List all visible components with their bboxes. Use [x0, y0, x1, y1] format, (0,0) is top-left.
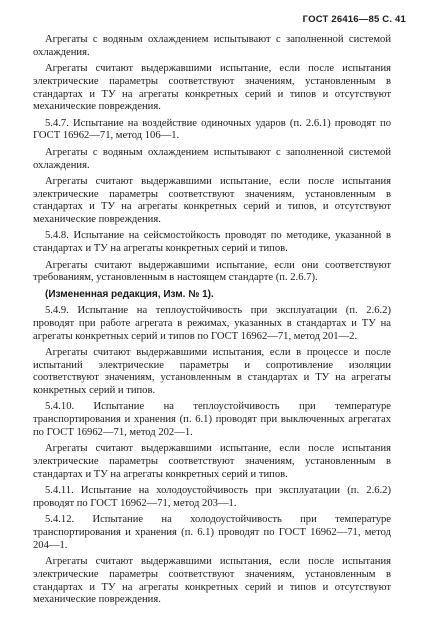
paragraph: 5.4.8. Испытание на сейсмостойкость проводят по методике, указанной в стандартах и ТУ на агрегаты конкретных серий и типов. — [33, 230, 391, 255]
paragraph: Агрегаты считают выдержавшими испытания, если в процессе и после испытаний электрические параметры и сопротивление изоляции соответствуют значениям, установленным в стандартах и ТУ на агрегаты конкретных серий и типов. — [33, 346, 391, 397]
paragraph: Агрегаты считают выдержавшими испытание, если после испытания электрические параметры соответствуют значениям, установленным в стандартах и ТУ на агрегаты конкретных серий и типов. — [33, 443, 391, 480]
amendment-note: (Измененная редакция, Изм. № 1). — [45, 288, 214, 300]
paragraph: 5.4.9. Испытание на теплоустойчивость при эксплуатации (п. 2.6.2) проводят при работе агрегата в режимах, указанных в стандартах и ТУ на агрегаты конкретных серий и типов по ГОСТ 16962—71, метод 201—2. — [33, 305, 391, 342]
paragraph: 5.4.10. Испытание на теплоустойчивость при температуре транспортирования и хранения (п. 6.1) проводят при выключенных агрегатах по ГОСТ 16962—71, метод 202—1. — [33, 401, 391, 438]
paragraph: Агрегаты считают выдержавшими испытания, если после испытания электрические параметры соответствуют значениям, установленным в стандартах и ТУ на агрегаты конкретных серий и типов и отсутствуют механические повреждения. — [33, 556, 391, 606]
paragraph: 5.4.12. Испытание на холодоустойчивость при температуре транспортирования и хранения (п. 6.1) проводят по ГОСТ 16962—71, метод 204—1. — [33, 514, 391, 551]
document-body — [33, 34, 391, 607]
paragraph: 5.4.11. Испытание на холодоустойчивость при эксплуатации (п. 2.6.2) проводят по ГОСТ 16962—71, метод 203—1. — [33, 485, 391, 509]
paragraph: Агрегаты считают выдержавшими испытание, если они соответствуют требованиям, установленным в настоящем стандарте (п. 2.6.7). — [33, 259, 391, 284]
paragraph: Агрегаты считают выдержавшими испытание, если после испытания электрические параметры соответствуют значениям, установленным в стандартах и ТУ на агрегаты конкретных серий и типов, и отсутствуют механические повреждения. — [33, 175, 391, 226]
paragraph: 5.4.7. Испытание на воздействие одиночных ударов (п. 2.6.1) проводят по ГОСТ 16962—71, метод 106—1. — [33, 117, 391, 142]
page-header: ГОСТ 26416—85 С. 41 — [302, 14, 406, 25]
paragraph: Агрегаты с водяным охлаждением испытывают с заполненной системой охлаждения. — [33, 34, 391, 58]
paragraph: Агрегаты с водяным охлаждением испытывают с заполненной системой охлаждения. — [33, 146, 391, 171]
paragraph: Агрегаты считают выдержавшими испытание, если после испытания электрические параметры соответствуют значениям, установленным в стандартах и ТУ на агрегаты конкретных серий и типов и отсутствуют механические повреждения. — [33, 63, 391, 113]
